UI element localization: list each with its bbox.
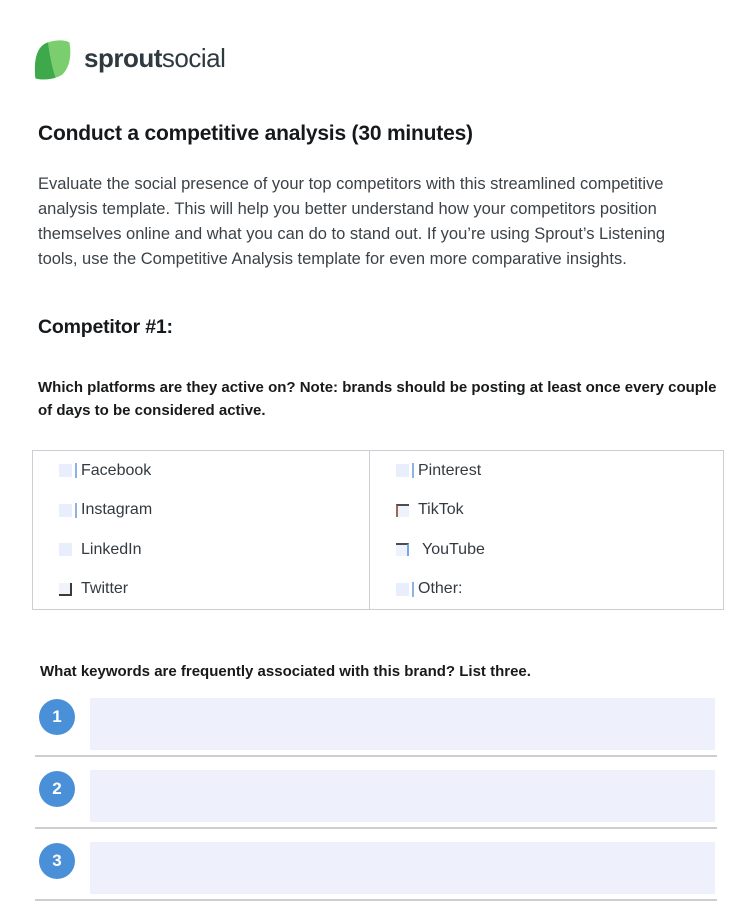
platform-row-twitter (33, 570, 369, 610)
platform-row-tiktok (370, 491, 723, 531)
platform-row-linkedin (33, 530, 369, 570)
number-badge-1: 1 (39, 699, 75, 735)
checkbox-youtube[interactable] (396, 543, 409, 556)
checkbox-twitter[interactable] (59, 583, 72, 596)
platform-row-facebook (33, 451, 369, 491)
platform-label: Other: (418, 580, 463, 598)
platform-label: Instagram (81, 501, 153, 519)
keywords-question: What keywords are frequently associated with this brand? List three. (40, 663, 531, 680)
intro-paragraph: Evaluate the social presence of your top competitors with this streamlined competitive analysis template. This will help you better understand how your competitors position themselves online and what you can do to stand out. If you’re using Sprout’s Listening tools, use the Competitive Analysis template for even more comparative insights. (38, 175, 666, 268)
platform-row-pinterest (370, 451, 723, 491)
logo-wordmark (84, 43, 225, 74)
logo-word-social: social (161, 43, 226, 73)
platform-label: Facebook (81, 461, 152, 479)
row-divider (35, 827, 717, 829)
platform-label: Pinterest (418, 461, 482, 479)
sprout-leaf-icon (30, 37, 73, 80)
keyword-row-2 (39, 770, 717, 822)
platforms-table (32, 450, 724, 610)
keyword-input-1[interactable] (90, 698, 715, 750)
checkbox-tiktok[interactable] (396, 504, 409, 517)
keyword-rows (39, 698, 717, 901)
sprout-social-logo (30, 37, 225, 80)
platform-row-youtube (370, 530, 723, 570)
checkbox-other[interactable] (396, 583, 409, 596)
keyword-row-1 (39, 698, 717, 750)
platform-label: Twitter (81, 580, 129, 598)
checkbox-instagram[interactable] (59, 504, 72, 517)
keyword-input-2[interactable] (90, 770, 715, 822)
document-content (38, 112, 728, 914)
competitor-heading: Competitor #1: (38, 316, 173, 338)
checkbox-linkedin[interactable] (59, 543, 72, 556)
keyword-row-3 (39, 842, 717, 894)
checkbox-pinterest[interactable] (396, 464, 409, 477)
platforms-question: Which platforms are they active on? Note: brands should be posting at least once every couple of days to be considered active. (38, 379, 717, 419)
platform-label: LinkedIn (81, 540, 142, 558)
platform-label: TikTok (418, 501, 464, 519)
row-divider (35, 899, 717, 901)
logo-word-sprout: sprout (84, 43, 162, 73)
checkbox-facebook[interactable] (59, 464, 72, 477)
row-divider (35, 755, 717, 757)
platform-row-other (370, 570, 723, 610)
number-badge-3: 3 (39, 843, 75, 879)
platform-row-instagram (33, 491, 369, 531)
platforms-column-right (369, 451, 723, 609)
number-badge-2: 2 (39, 771, 75, 807)
page-title: Conduct a competitive analysis (30 minutes) (38, 122, 473, 145)
keyword-input-3[interactable] (90, 842, 715, 894)
platforms-column-left (33, 451, 369, 609)
platform-label: YouTube (422, 540, 485, 558)
